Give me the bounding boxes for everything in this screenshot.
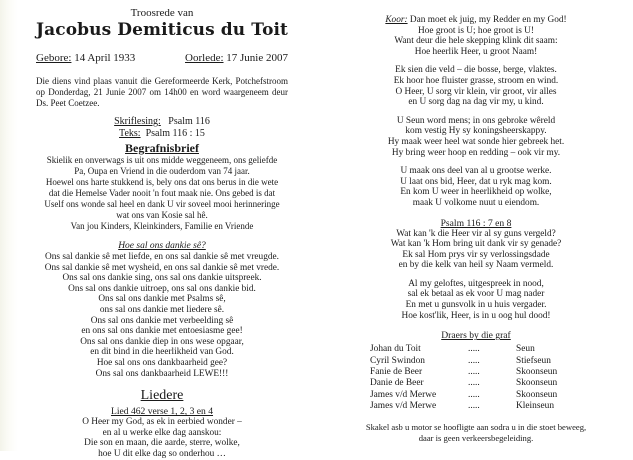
bearer-relation: Skoonseun <box>516 378 558 389</box>
psalm-line: Wat kan 'k die Heer vir al sy guns vergeld? <box>396 228 556 239</box>
text-value: Psalm 116 : 15 <box>145 128 205 139</box>
bearer-name: Fanie de Beer <box>370 367 423 378</box>
song-verse-3 <box>352 116 600 158</box>
deceased-name: Jacobus Demiticus du Toit <box>36 20 289 40</box>
verse-line: Hy bring weer hoop en redding – ook vir my. <box>391 147 561 158</box>
bearer-dots: ..... <box>468 355 480 366</box>
song-line: hoe U dit elke dag so onderhou … <box>98 448 226 459</box>
song-verse-1 <box>36 417 288 459</box>
verse-line: O Heer, U sorg vir klein, vir groot, vir alles <box>395 86 557 97</box>
poem-line: Ons sal dankie sê met liefde, en ons sal dankie sê met vreugde. <box>45 252 279 262</box>
bearer-relation: Stiefseun <box>516 355 551 366</box>
song-line: O Heer my God, as ek in eerbied wonder – <box>82 417 242 428</box>
table-row <box>370 367 557 378</box>
chorus-text: Dan moet ek juig, my Redder en my God! <box>409 15 567 25</box>
table-row <box>370 344 557 355</box>
bearer-name: Danie de Beer <box>370 378 424 389</box>
letter-line: wat ons van Kosie sal hê. <box>116 210 208 220</box>
letter-line: Uself ons wonde sal heel en dank U vir soveel mooi herinneringe <box>44 199 280 209</box>
poem-line: ons sal ons dankie met liedere sê. <box>99 304 225 315</box>
bearer-relation: Skoonseun <box>516 367 558 378</box>
poem-body <box>36 252 288 379</box>
verse-line: U maak ons deel van al u grootse werke. <box>400 166 552 177</box>
letter-title: Begrafnisbrief <box>125 141 199 155</box>
scripture-block <box>36 116 288 140</box>
letter-line: Pa, Oupa en Vriend in die ouderdom van 74 jaar. <box>74 166 250 176</box>
scripture-text <box>36 128 288 140</box>
song-reference: Lied 462 verse 1, 2, 3 en 4 <box>110 406 214 418</box>
verse-line: Ek sien die veld – die bosse, berge, vlaktes. <box>395 65 557 76</box>
verse-line: Hy maak weer heel wat sonde hier gebreek het. <box>387 136 565 147</box>
died-date <box>185 53 288 69</box>
poem-line: Ons sal ons dankie diep in ons wese opgaar, <box>80 336 244 347</box>
chorus-line: Hoe heerlik Heer, u groot Naam! <box>414 46 538 57</box>
verse-line: En kom U weer in heerlikheid op wolke, <box>400 187 552 198</box>
verse-line: en U sorg dag na dag vir my, u kind. <box>408 97 544 108</box>
bearer-relation: Seun <box>516 344 535 355</box>
left-column <box>36 0 288 460</box>
psalm-line: Ek sal Hom prys vir sy verlossingsdade <box>402 249 550 260</box>
poem-title: Hoe sal ons dankie sê? <box>118 241 206 251</box>
psalm-reference: Psalm 116 : 7 en 8 <box>440 217 512 229</box>
table-row <box>370 390 557 401</box>
poem-line: Hoe sal ons ons dankbaarheid gee? <box>96 357 228 368</box>
text-label: Teks: <box>119 128 141 139</box>
dates-row <box>36 53 288 69</box>
poem-line: Ons sal ons dankie met Psalms sê, <box>98 294 226 305</box>
psalm-verse-1 <box>352 229 600 271</box>
bearers-title: Draers by die graf <box>441 330 511 342</box>
service-intro: Die diens vind plaas vanuit die Gereformeerde Kerk, Potchefstroom op Donderdag, 21 Junie 2007 om 14h00 en word waargeneem deur Ds. Peet Coetzee. <box>36 76 288 108</box>
letter-body <box>36 155 288 232</box>
bearer-name: Cyril Swindon <box>370 355 425 366</box>
bearer-relation: Kleinseun <box>516 401 555 412</box>
reading-value: Psalm 116 <box>168 116 210 127</box>
born-date <box>36 53 135 69</box>
letter-line: dat die Hemelse Vader nooit 'n fout maak nie. Ons gebed is dat <box>48 188 276 198</box>
chorus-label: Koor: <box>385 15 408 25</box>
table-row <box>370 401 557 412</box>
song-line: Die son en maan, die aarde, sterre, wolke, <box>84 438 240 449</box>
letter-signoff: Van jou Kinders, Kleinkinders, Familie en Vriende <box>70 221 254 231</box>
bearer-name: Johan du Toit <box>370 344 421 355</box>
bearer-dots: ..... <box>468 367 480 378</box>
bearer-dots: ..... <box>468 401 480 412</box>
born-value: 14 April 1933 <box>74 52 136 64</box>
song-verse-2 <box>352 65 600 107</box>
psalm-line: Wat kan 'k Hom bring uit dank vir sy genade? <box>390 239 562 250</box>
bearer-name: James v/d Merwe <box>370 389 437 400</box>
chorus <box>352 15 600 57</box>
song-line: en al u werke elke dag aanskou: <box>102 427 222 438</box>
chorus-line: Want deur die hele skepping klink dit saam: <box>394 36 558 47</box>
songs-title: Liedere <box>140 388 184 404</box>
bearer-dots: ..... <box>468 344 480 355</box>
verse-line: U laat ons bid, Heer, dat u ryk mag kom. <box>400 176 552 187</box>
born-label: Gebore: <box>36 52 72 64</box>
bearer-dots: ..... <box>468 389 480 400</box>
bearer-relation: Skoonseun <box>516 389 558 400</box>
died-value: 17 Junie 2007 <box>226 52 288 64</box>
died-label: Oorlede: <box>185 52 224 64</box>
poem-line: Ons sal dankie sê met wysheid, en ons sal dankie sê met vrede. <box>44 262 280 273</box>
poem-line: Ons sal ons dankie uitroep, ons sal ons dankie bid. <box>68 283 256 294</box>
psalm-verse-2 <box>352 279 600 321</box>
bearer-name: James v/d Merwe <box>370 401 437 412</box>
table-row <box>370 356 557 367</box>
psalm-line: sal ek betaal as ek voor U mag nader <box>407 289 545 300</box>
verse-line: maak U volkome nuut u eiendom. <box>412 197 540 208</box>
verse-line: Ek hoor hoe fluister grasse, stroom en wind. <box>393 75 559 86</box>
traffic-notice <box>352 422 600 444</box>
scripture-reading <box>36 116 288 128</box>
letter-line: Skielik en onverwags is uit ons midde weggeneem, ons geliefde <box>46 155 278 165</box>
subtitle: Troosrede van <box>130 7 194 19</box>
right-column <box>352 0 600 444</box>
poem-line: Ons sal ons dankie sing, ons sal ons dankie uitspreek. <box>62 273 262 284</box>
poem-line: en ons sal ons dankie met entoesiasme gee! <box>81 326 243 337</box>
poem-line: en dit bind in die heerlikheid van God. <box>90 347 234 358</box>
reading-label: Skriflesing: <box>114 116 161 127</box>
poem-line: Ons sal ons dankbaarheid LEWE!!! <box>95 368 229 379</box>
poem-line: Ons sal ons dankie met verbeelding sê <box>90 315 234 326</box>
verse-line: U Seun word mens; in ons gebroke wêreld <box>396 115 556 126</box>
psalm-line: en by die kelk van heil sy Naam vermeld. <box>398 260 554 271</box>
chorus-line <box>352 15 600 26</box>
letter-line: Hoewel ons harte stukkend is, bely ons dat ons berus in die wete <box>45 177 279 187</box>
psalm-line: Al my geloftes, uitgespreek in nood, <box>408 278 544 289</box>
chorus-line: Hoe groot is U; hoe groot is U! <box>418 25 534 36</box>
psalm-line: En met u gunsvolk in u huis vergader. <box>405 300 547 311</box>
psalm-line: Hoe kost'lik, Heer, is in u oog hul dood! <box>401 310 551 321</box>
notice-line: daar is geen verkeersbegeleiding. <box>418 432 534 443</box>
bearer-dots: ..... <box>468 378 480 389</box>
song-verse-4 <box>352 166 600 208</box>
bearers-table <box>370 344 557 412</box>
notice-line: Skakel asb u motor se hoofligte aan sodra u in die stoet beweeg, <box>365 421 587 432</box>
verse-line: kom vestig Hy sy koningsheerskappy. <box>405 126 547 137</box>
table-row <box>370 378 557 389</box>
